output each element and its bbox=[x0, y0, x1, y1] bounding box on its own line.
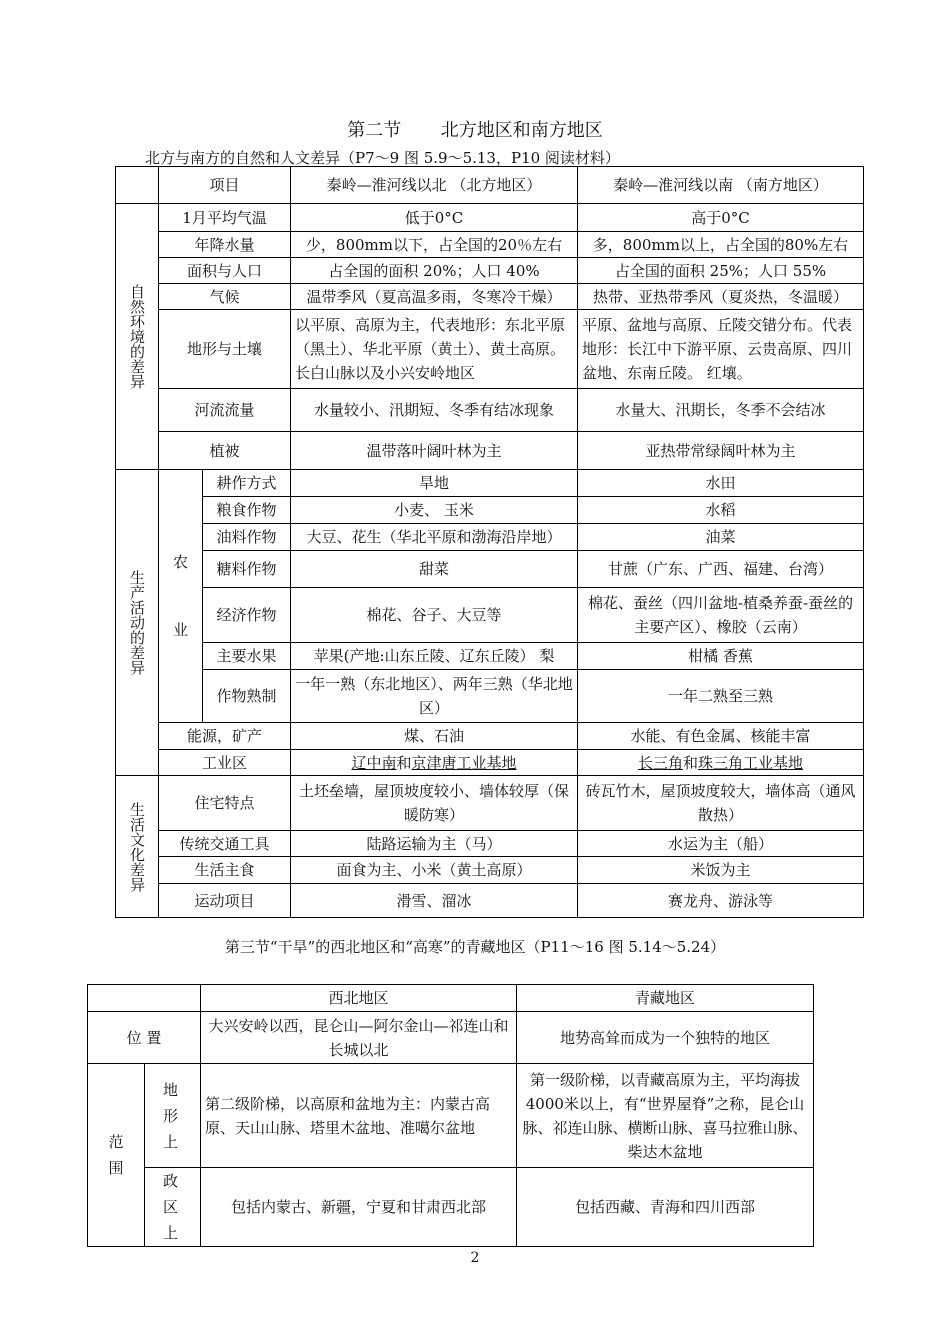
row-item: 年降水量 bbox=[159, 232, 291, 258]
north-cell: 占全国的面积 20%；人口 40% bbox=[291, 258, 578, 284]
south-cell: 水田 bbox=[578, 470, 864, 497]
row-item: 糖料作物 bbox=[203, 551, 291, 588]
table-row bbox=[88, 1168, 814, 1247]
table-caption: 北方与南方的自然和人文差异（P7～9 图 5.9～5.13，P10 阅读材料） bbox=[145, 149, 620, 167]
group-life bbox=[116, 776, 159, 918]
table-row bbox=[88, 1012, 814, 1064]
north-cell bbox=[291, 750, 578, 776]
page-number: 2 bbox=[470, 1250, 480, 1266]
row-item: 主要水果 bbox=[203, 643, 291, 670]
table-row bbox=[116, 310, 864, 389]
row-item: 运动项目 bbox=[159, 884, 291, 918]
south-cell: 一年二熟至三熟 bbox=[578, 670, 864, 723]
table-row bbox=[88, 1064, 814, 1168]
north-cell: 小麦、 玉米 bbox=[291, 497, 578, 524]
admin-label: 政区上 bbox=[162, 1172, 182, 1242]
row-item: 地形与土壤 bbox=[159, 310, 291, 389]
south-cell: 水能、有色金属、核能丰富 bbox=[578, 723, 864, 750]
section-title-number: 第二节 bbox=[347, 120, 402, 141]
south-cell: 热带、亚热带季风（夏炎热，冬温暖） bbox=[578, 284, 864, 310]
south-cell: 甘蔗（广东、广西、福建、台湾） bbox=[578, 551, 864, 588]
industry-south-d: 工业基地 bbox=[743, 753, 804, 772]
south-cell: 平原、盆地与高原、丘陵交错分布。代表地形：长江中下游平原、云贵高原、四川盆地、东南丘陵。 红壤。 bbox=[578, 310, 864, 389]
row-item: 河流流量 bbox=[159, 389, 291, 432]
header-northwest: 西北地区 bbox=[201, 985, 517, 1012]
row-item: 油料作物 bbox=[203, 524, 291, 551]
table-row bbox=[116, 857, 864, 884]
row-item: 工业区 bbox=[159, 750, 291, 776]
header-qingzang: 青藏地区 bbox=[517, 985, 814, 1012]
north-cell: 以平原、高原为主，代表地形：东北平原（黑土）、华北平原（黄土）、黄土高原。长白山脉以及小兴安岭地区 bbox=[291, 310, 578, 389]
south-cell bbox=[578, 750, 864, 776]
row-subitem-admin bbox=[145, 1168, 201, 1247]
north-cell: 水量较小、汛期短、冬季有结冰现象 bbox=[291, 389, 578, 432]
header-item: 项目 bbox=[159, 167, 291, 204]
table-row bbox=[116, 723, 864, 750]
north-cell: 陆路运输为主（马） bbox=[291, 831, 578, 857]
table-row bbox=[116, 776, 864, 831]
header-empty-cell bbox=[88, 985, 201, 1012]
table-row bbox=[116, 232, 864, 258]
table-row bbox=[116, 588, 864, 643]
row-subitem-terrain bbox=[145, 1064, 201, 1168]
row-item: 经济作物 bbox=[203, 588, 291, 643]
north-cell: 温带落叶阔叶林为主 bbox=[291, 432, 578, 470]
north-cell: 煤、石油 bbox=[291, 723, 578, 750]
table-row bbox=[116, 258, 864, 284]
section-title bbox=[0, 116, 950, 142]
table-row bbox=[116, 524, 864, 551]
row-item: 植被 bbox=[159, 432, 291, 470]
south-cell: 多，800mm以上，占全国的80%左右 bbox=[578, 232, 864, 258]
north-cell: 温带季风（夏高温多雨，冬寒冷干燥） bbox=[291, 284, 578, 310]
industry-south-b: 和 bbox=[683, 753, 699, 772]
south-cell: 砖瓦竹木，屋顶坡度较大，墙体高（通风散热） bbox=[578, 776, 864, 831]
table-header-row bbox=[116, 167, 864, 204]
row-item-scope bbox=[88, 1064, 145, 1247]
row-item: 耕作方式 bbox=[203, 470, 291, 497]
industry-north-c: 京津唐 bbox=[411, 753, 457, 772]
scope-label: 范围 bbox=[108, 1133, 124, 1177]
row-item: 1月平均气温 bbox=[159, 204, 291, 232]
qingzang-cell: 第一级阶梯，以青藏高原为主，平均海拔4000米以上，有“世界屋脊”之称，昆仑山脉、祁连山脉、横断山脉、喜马拉雅山脉、柴达木盆地 bbox=[517, 1064, 814, 1168]
north-cell: 一年一熟（东北地区）、两年三熟（华北地区） bbox=[291, 670, 578, 723]
row-item: 粮食作物 bbox=[203, 497, 291, 524]
agri-label-1: 农 bbox=[172, 553, 188, 571]
qingzang-cell: 包括西藏、青海和四川西部 bbox=[517, 1168, 814, 1247]
south-cell: 米饭为主 bbox=[578, 857, 864, 884]
south-cell: 高于0°C bbox=[578, 204, 864, 232]
table-row bbox=[116, 284, 864, 310]
south-cell: 亚热带常绿阔叶林为主 bbox=[578, 432, 864, 470]
south-cell: 占全国的面积 25%；人口 55% bbox=[578, 258, 864, 284]
row-item: 生活主食 bbox=[159, 857, 291, 884]
group-natural-label: 自然环境的差异 bbox=[128, 284, 146, 389]
north-cell: 少，800mm以下，占全国的20％左右 bbox=[291, 232, 578, 258]
south-cell: 赛龙舟、游泳等 bbox=[578, 884, 864, 918]
row-item: 面积与人口 bbox=[159, 258, 291, 284]
northwest-cell: 大兴安岭以西，昆仑山—阿尔金山—祁连山和长城以北 bbox=[201, 1012, 517, 1064]
group-production-label: 生产活动的差异 bbox=[128, 570, 146, 675]
north-cell: 甜菜 bbox=[291, 551, 578, 588]
row-item: 传统交通工具 bbox=[159, 831, 291, 857]
table-row bbox=[116, 470, 864, 497]
table-row bbox=[116, 750, 864, 776]
row-item: 气候 bbox=[159, 284, 291, 310]
industry-south-a: 长三角 bbox=[637, 753, 683, 772]
north-cell: 棉花、谷子、大豆等 bbox=[291, 588, 578, 643]
north-south-comparison-table bbox=[115, 166, 864, 918]
north-cell: 旱地 bbox=[291, 470, 578, 497]
south-cell: 油菜 bbox=[578, 524, 864, 551]
industry-north-b: 和 bbox=[396, 753, 412, 772]
north-cell: 面食为主、小米（黄土高原） bbox=[291, 857, 578, 884]
table-row bbox=[116, 831, 864, 857]
header-south: 秦岭—淮河线以南 （南方地区） bbox=[578, 167, 864, 204]
table-row bbox=[116, 884, 864, 918]
qingzang-cell: 地势高耸而成为一个独特的地区 bbox=[517, 1012, 814, 1064]
row-item-location: 位 置 bbox=[88, 1012, 201, 1064]
south-cell: 水量大、汛期长，冬季不会结冰 bbox=[578, 389, 864, 432]
table-row bbox=[116, 670, 864, 723]
header-empty-cell bbox=[116, 167, 159, 204]
northwest-cell: 第二级阶梯，以高原和盆地为主：内蒙古高原、天山山脉、塔里木盆地、准噶尔盆地 bbox=[201, 1064, 517, 1168]
row-item: 住宅特点 bbox=[159, 776, 291, 831]
northwest-qingzang-table bbox=[87, 984, 814, 1247]
north-cell: 低于0°C bbox=[291, 204, 578, 232]
north-cell: 滑雪、溜冰 bbox=[291, 884, 578, 918]
agri-label-2: 业 bbox=[172, 621, 188, 639]
south-cell: 棉花、蚕丝（四川盆地-植桑养蚕-蚕丝的主要产区）、橡胶（云南） bbox=[578, 588, 864, 643]
row-item: 能源，矿产 bbox=[159, 723, 291, 750]
north-cell: 苹果(产地:山东丘陵、辽东丘陵） 梨 bbox=[291, 643, 578, 670]
table-row bbox=[116, 551, 864, 588]
table-row bbox=[116, 643, 864, 670]
group-agriculture bbox=[159, 470, 203, 723]
table-row bbox=[116, 432, 864, 470]
industry-north-d: 工业基地 bbox=[456, 753, 517, 772]
south-cell: 水运为主（船） bbox=[578, 831, 864, 857]
south-cell: 柑橘 香蕉 bbox=[578, 643, 864, 670]
group-life-label: 生活文化差异 bbox=[128, 801, 146, 892]
row-item: 作物熟制 bbox=[203, 670, 291, 723]
table-header-row bbox=[88, 985, 814, 1012]
south-cell: 水稻 bbox=[578, 497, 864, 524]
group-natural bbox=[116, 204, 159, 470]
industry-north-a: 辽中南 bbox=[351, 753, 397, 772]
header-north: 秦岭—淮河线以北 （北方地区） bbox=[291, 167, 578, 204]
table-row bbox=[116, 389, 864, 432]
group-production bbox=[116, 470, 159, 776]
north-cell: 大豆、花生（华北平原和渤海沿岸地） bbox=[291, 524, 578, 551]
north-cell: 土坯垒墙，屋顶坡度较小、墙体较厚（保暖防寒） bbox=[291, 776, 578, 831]
terrain-label: 地形上 bbox=[162, 1080, 182, 1151]
section3-title: 第三节“干旱”的西北地区和“高寒”的青藏地区（P11～16 图 5.14～5.24） bbox=[224, 938, 726, 956]
table-row bbox=[116, 497, 864, 524]
section-title-text: 北方地区和南方地区 bbox=[440, 120, 603, 141]
northwest-cell: 包括内蒙古、新疆，宁夏和甘肃西北部 bbox=[201, 1168, 517, 1247]
table-row bbox=[116, 204, 864, 232]
industry-south-c: 珠三角 bbox=[698, 753, 744, 772]
